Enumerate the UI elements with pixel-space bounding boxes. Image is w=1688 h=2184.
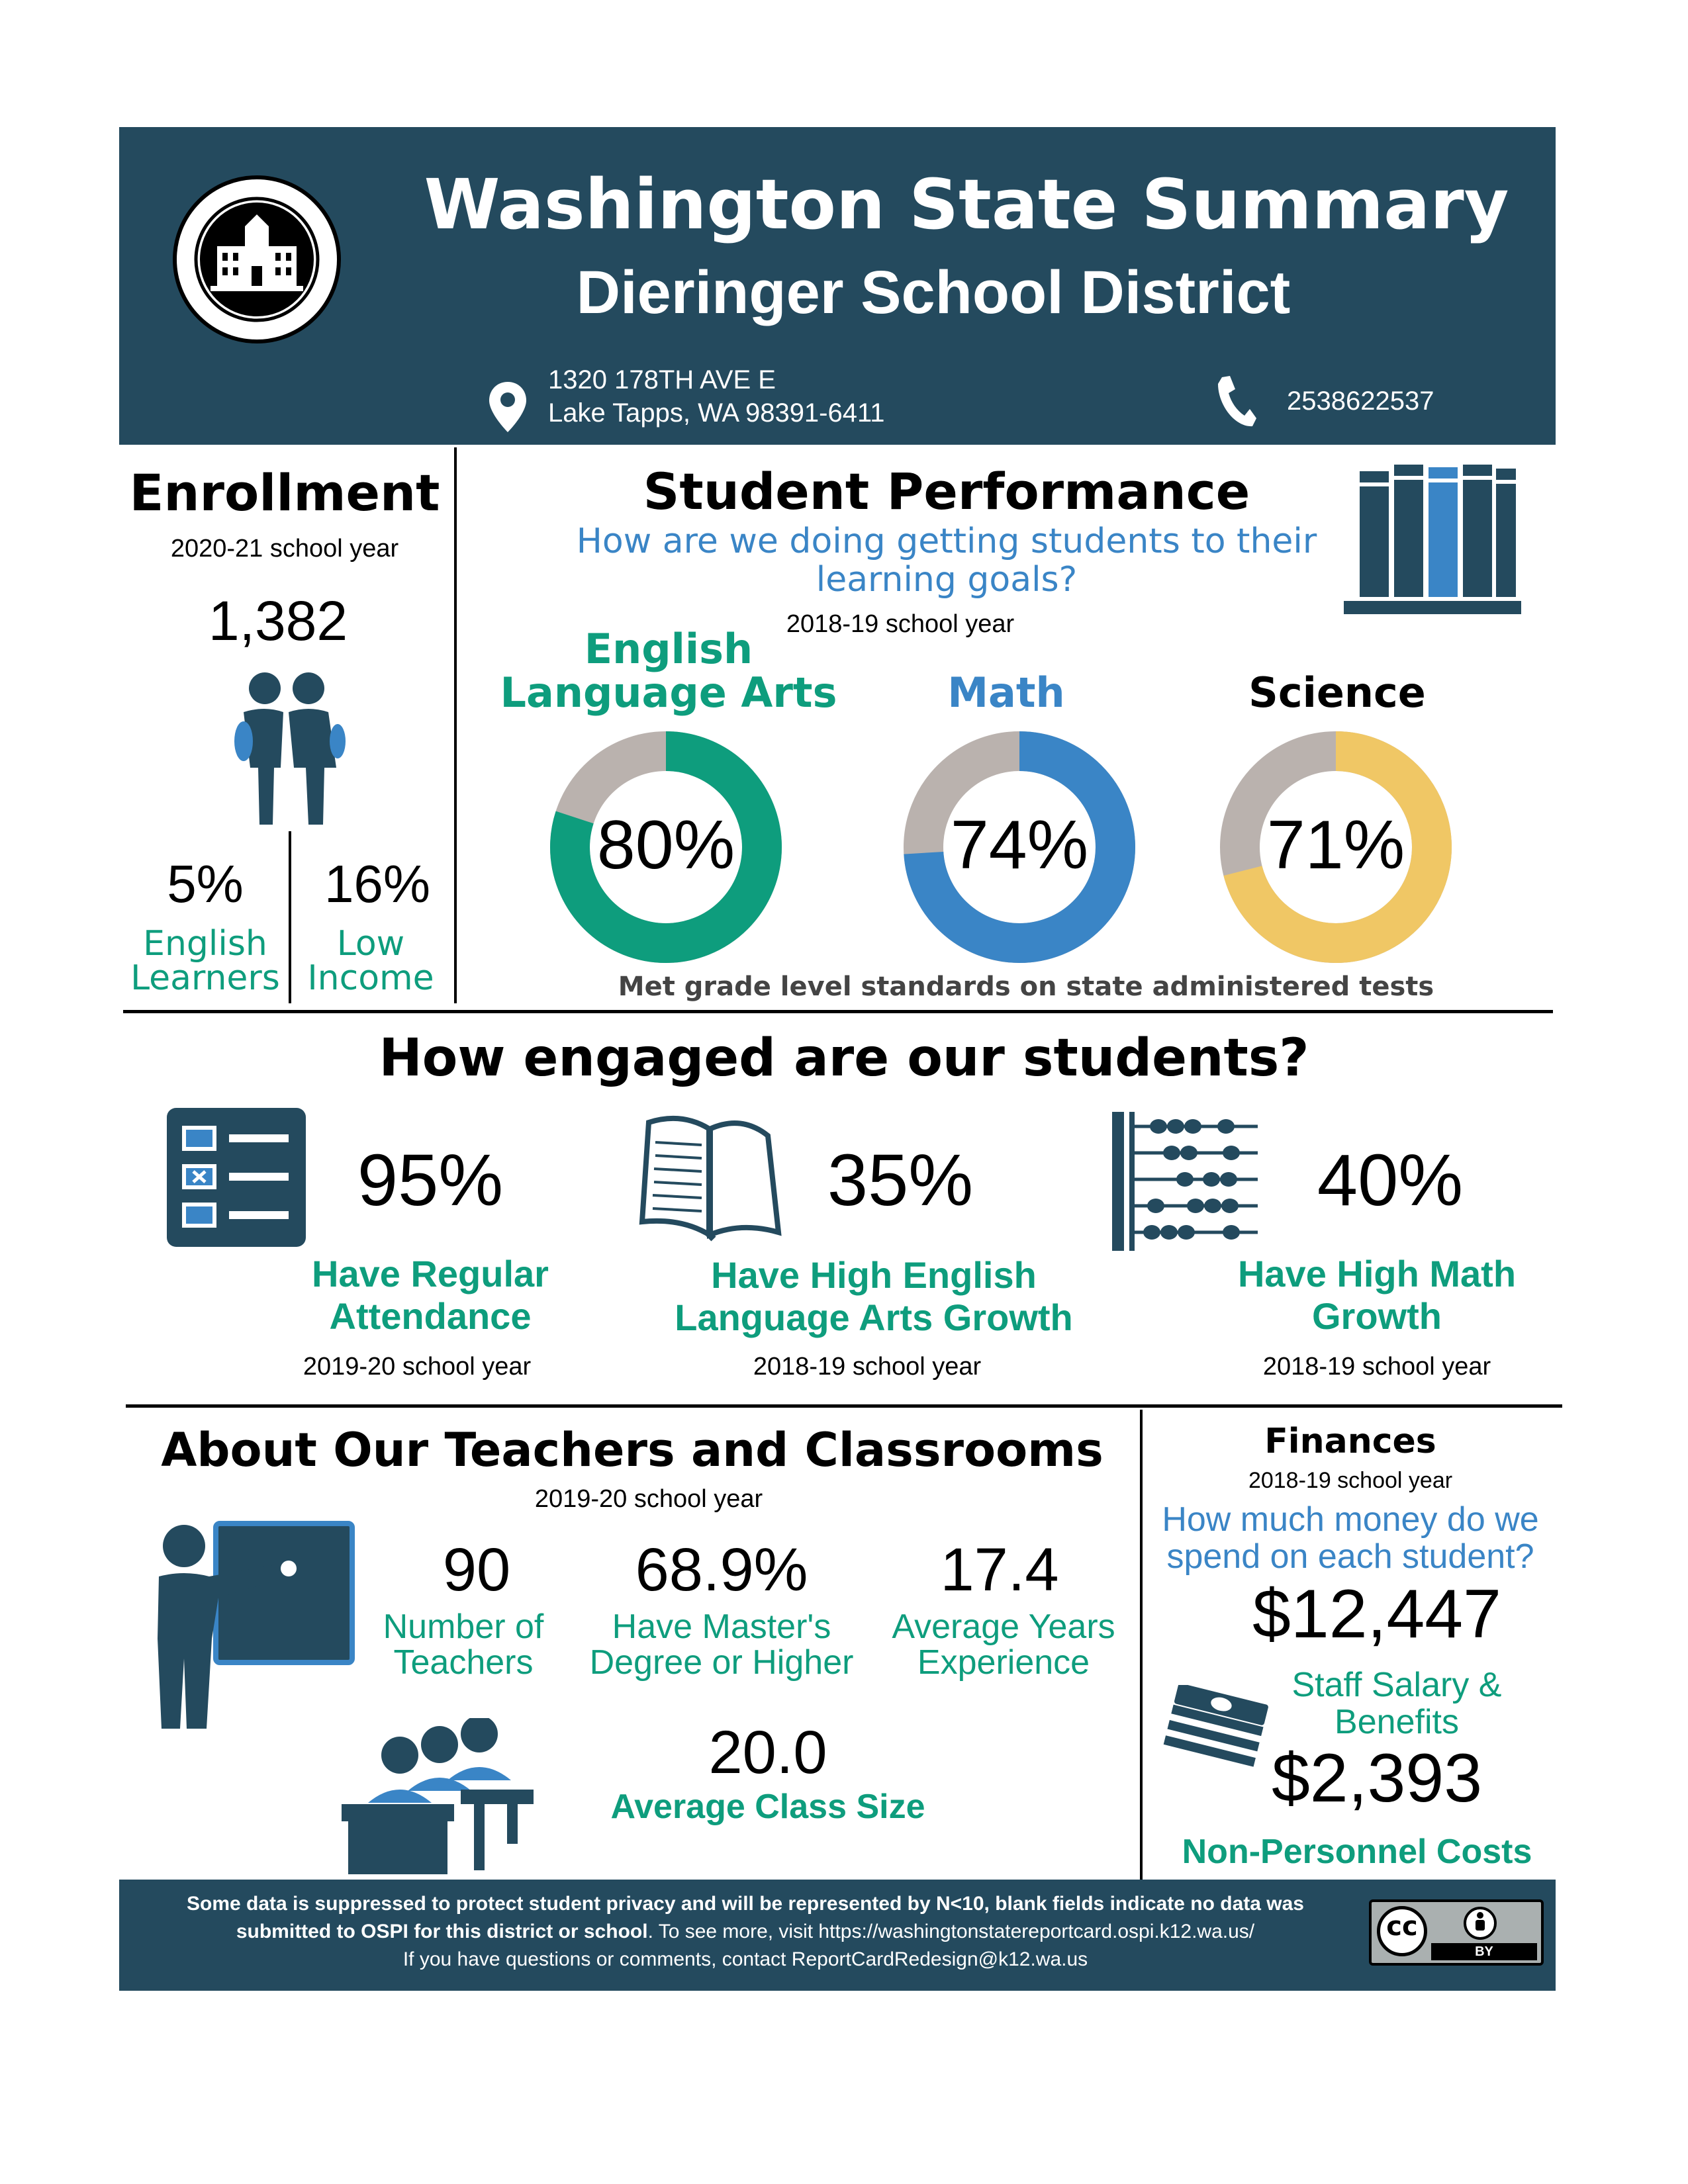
num-teachers: 90 xyxy=(442,1536,511,1604)
performance-question-2: learning goals? xyxy=(816,560,1078,600)
nonpersonnel-amount: $2,393 xyxy=(1271,1740,1483,1817)
ela-growth-label-1: Have High English xyxy=(711,1254,1037,1296)
finances-year: 2018-19 school year xyxy=(1248,1468,1453,1493)
teachers-title: About Our Teachers and Classrooms xyxy=(161,1423,1103,1477)
low-income-label-1: Low xyxy=(336,924,405,964)
staff-label-1: Staff Salary & xyxy=(1291,1666,1502,1704)
section-divider-1 xyxy=(123,1010,1553,1013)
performance-title: Student Performance xyxy=(643,462,1250,521)
masters-label-2: Degree or Higher xyxy=(589,1643,854,1682)
ela-growth-label-2: Language Arts Growth xyxy=(675,1297,1073,1338)
abacus-icon xyxy=(1112,1112,1258,1251)
engagement-title: How engaged are our students? xyxy=(379,1028,1309,1088)
address-line-2: Lake Tapps, WA 98391-6411 xyxy=(548,398,885,428)
english-learners-label-2: Learners xyxy=(130,958,280,998)
num-teachers-label-2: Teachers xyxy=(393,1643,534,1682)
students-icon xyxy=(224,668,350,827)
ela-growth-year: 2018-19 school year xyxy=(753,1353,982,1381)
footer-line-2 xyxy=(123,1921,1368,1943)
address-line-1: 1320 178TH AVE E xyxy=(548,365,776,394)
ela-donut-text: 80% xyxy=(596,807,735,884)
masters-label-1: Have Master's xyxy=(612,1608,831,1646)
staff-label-2: Benefits xyxy=(1335,1703,1459,1741)
footer-line-2-link[interactable]: . To see more, visit https://washingtonstatereportcard.ospi.k12.wa.us/ xyxy=(647,1921,1255,1942)
cc-by-badge xyxy=(1369,1899,1544,1966)
attendance-pct: 95% xyxy=(357,1140,504,1221)
science-label: Science xyxy=(1248,668,1426,717)
finances-question-2: spend on each student? xyxy=(1166,1537,1534,1576)
ela-label-1: English xyxy=(584,625,753,673)
footer-line-2-bold: submitted to OSPI for this district or school xyxy=(236,1921,648,1942)
section-divider-2 xyxy=(126,1404,1562,1408)
num-teachers-label-1: Number of xyxy=(383,1608,544,1646)
performance-footnote: Met grade level standards on state administered tests xyxy=(618,972,1434,1002)
phone-number: 2538622537 xyxy=(1287,387,1434,416)
low-income-pct: 16% xyxy=(324,854,431,913)
math-growth-pct: 40% xyxy=(1317,1140,1464,1221)
footer-line-3[interactable]: If you have questions or comments, contact ReportCardRedesign@k12.wa.us xyxy=(402,1948,1088,1970)
classroom-icon xyxy=(342,1718,540,1877)
open-book-icon xyxy=(635,1109,782,1242)
footer-line-1: Some data is suppressed to protect student privacy and will be represented by N<10, blank fields indicate no data was xyxy=(187,1893,1304,1915)
attribution-person-icon xyxy=(1463,1906,1497,1940)
performance-year: 2018-19 school year xyxy=(786,610,1015,638)
nonpersonnel-label: Non-Personnel Costs xyxy=(1182,1833,1532,1871)
performance-question-1: How are we doing getting students to their xyxy=(576,522,1317,561)
attendance-year: 2019-20 school year xyxy=(303,1353,532,1381)
english-learners-pct: 5% xyxy=(167,854,244,913)
math-donut-text: 74% xyxy=(950,807,1089,884)
enrollment-total: 1,382 xyxy=(208,590,348,652)
staff-amount: $12,447 xyxy=(1252,1576,1501,1653)
math-growth-label-2: Growth xyxy=(1312,1295,1442,1337)
teachers-year: 2019-20 school year xyxy=(534,1485,763,1513)
finances-question-1: How much money do we xyxy=(1162,1500,1539,1539)
header-title: Washington State Summary xyxy=(424,164,1509,245)
english-learners-label-1: English xyxy=(143,924,267,964)
by-label: BY xyxy=(1475,1944,1493,1959)
class-size: 20.0 xyxy=(708,1719,827,1786)
cc-label: cc xyxy=(1386,1911,1418,1942)
books-icon xyxy=(1340,458,1525,623)
ospi-seal-icon xyxy=(171,173,343,345)
checklist-icon xyxy=(167,1108,306,1247)
attendance-label-2: Attendance xyxy=(329,1295,532,1337)
ela-growth-pct: 35% xyxy=(827,1140,974,1221)
class-size-label: Average Class Size xyxy=(610,1788,925,1826)
enrollment-divider xyxy=(454,447,457,1003)
avg-experience: 17.4 xyxy=(940,1536,1059,1604)
low-income-label-2: Income xyxy=(307,958,434,998)
enrollment-year: 2020-21 school year xyxy=(170,535,399,563)
avg-experience-label-1: Average Years xyxy=(892,1608,1115,1646)
science-donut-text: 71% xyxy=(1266,807,1405,884)
location-pin-icon xyxy=(487,381,528,433)
finances-divider xyxy=(1140,1410,1143,1880)
ela-label-2: Language Arts xyxy=(500,668,837,717)
math-growth-label-1: Have High Math xyxy=(1237,1253,1517,1295)
teacher-at-board-icon xyxy=(146,1520,357,1731)
math-growth-year: 2018-19 school year xyxy=(1262,1353,1491,1381)
finances-title: Finances xyxy=(1264,1422,1436,1461)
attendance-label-1: Have Regular xyxy=(312,1253,549,1295)
phone-icon xyxy=(1215,375,1258,430)
math-label: Math xyxy=(947,668,1065,717)
masters-pct: 68.9% xyxy=(635,1536,808,1604)
enrollment-title: Enrollment xyxy=(129,463,440,522)
district-name: Dieringer School District xyxy=(576,259,1291,326)
avg-experience-label-2: Experience xyxy=(917,1643,1090,1682)
